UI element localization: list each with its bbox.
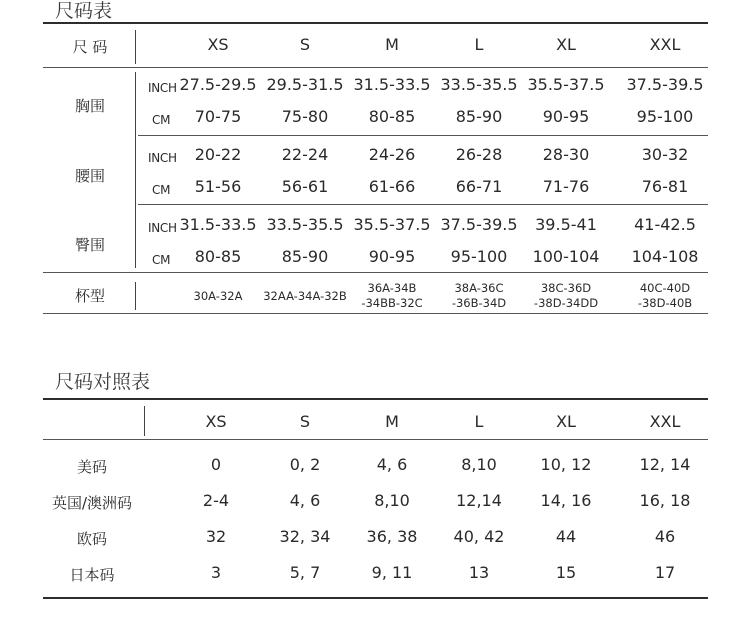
- cup-cell-line: -34BB-32C: [361, 296, 423, 310]
- conversion-cell: 12,14: [456, 491, 502, 510]
- measurement-cell: 100-104: [532, 247, 600, 266]
- measurement-cell: 31.5-33.5: [179, 215, 257, 234]
- cup-cell: [638, 281, 692, 311]
- measurement-cell: 85-90: [281, 247, 329, 266]
- conversion-cell: 17: [654, 563, 676, 582]
- measurement-cell: 35.5-37.5: [527, 75, 605, 94]
- size-col-header: XL: [556, 35, 576, 54]
- table1-top-rule: [43, 22, 708, 24]
- measurement-cell: 95-100: [450, 247, 508, 266]
- measurement-cell: 33.5-35.5: [266, 215, 344, 234]
- table2-header-divider: [144, 406, 145, 436]
- unit-label: CM: [152, 253, 171, 267]
- cup-cell-line: 36A-34B: [367, 281, 417, 295]
- measurement-cell: 71-76: [542, 177, 590, 196]
- cup-cell-line: -38D-40B: [637, 296, 693, 310]
- cup-cell: [534, 281, 598, 311]
- cup-cell-line: -38D-34DD: [533, 296, 599, 310]
- measurement-cell: 37.5-39.5: [626, 75, 704, 94]
- size-col-header: S: [299, 412, 311, 431]
- size-col-header: XS: [207, 35, 229, 54]
- table1-bottom-rule: [43, 313, 708, 314]
- size-col-header: L: [474, 412, 484, 431]
- measurement-cell: 22-24: [281, 145, 329, 164]
- measurement-cell: 85-90: [455, 107, 503, 126]
- measurement-cell: 76-81: [641, 177, 689, 196]
- conversion-cell: 8,10: [461, 455, 497, 474]
- cup-cell-line: 38C-36D: [540, 281, 592, 295]
- group-divider: [138, 135, 708, 136]
- conversion-row-label: 日本码: [69, 566, 115, 584]
- size-col-header: M: [385, 412, 399, 431]
- header-divider: [135, 30, 136, 64]
- conversion-cell: 13: [468, 563, 490, 582]
- measurement-group-label: 胸围: [74, 97, 106, 115]
- cup-cell: [194, 289, 243, 304]
- group-divider: [138, 204, 708, 205]
- measurement-cell: 27.5-29.5: [179, 75, 257, 94]
- measurement-cell: 29.5-31.5: [266, 75, 344, 94]
- body-divider: [135, 72, 136, 268]
- measurement-cell: 51-56: [194, 177, 242, 196]
- measurement-cell: 70-75: [194, 107, 242, 126]
- size-col-header: L: [474, 35, 484, 54]
- measurement-group-label: 腰围: [74, 167, 106, 185]
- conversion-cell: 32, 34: [279, 527, 331, 546]
- measurement-cell: 37.5-39.5: [440, 215, 518, 234]
- conversion-cell: 5, 7: [289, 563, 321, 582]
- cup-cell-line: 38A-36C: [454, 281, 504, 295]
- conversion-cell: 8,10: [374, 491, 410, 510]
- conversion-table-title: 尺码对照表: [55, 371, 151, 393]
- size-col-header: M: [385, 35, 399, 54]
- measurement-cell: 95-100: [636, 107, 694, 126]
- conversion-cell: 0: [210, 455, 222, 474]
- cup-label: 杯型: [74, 287, 106, 305]
- size-table-title: 尺码表: [55, 0, 113, 22]
- measurement-cell: 26-28: [455, 145, 503, 164]
- conversion-cell: 2-4: [202, 491, 230, 510]
- conversion-cell: 16, 18: [639, 491, 691, 510]
- measurement-cell: 104-108: [631, 247, 699, 266]
- conversion-cell: 46: [654, 527, 676, 546]
- conversion-cell: 4, 6: [376, 455, 408, 474]
- cup-cell-line: 30A-32A: [193, 289, 243, 303]
- measurement-cell: 75-80: [281, 107, 329, 126]
- size-col-header: XS: [205, 412, 227, 431]
- conversion-cell: 14, 16: [540, 491, 592, 510]
- table2-top-rule: [43, 398, 708, 400]
- measurement-cell: 24-26: [368, 145, 416, 164]
- cup-cell: [361, 281, 422, 311]
- size-col-header: XXL: [649, 35, 681, 54]
- measurement-cell: 80-85: [368, 107, 416, 126]
- cup-rule: [43, 272, 708, 273]
- cup-divider: [135, 282, 136, 310]
- conversion-cell: 36, 38: [366, 527, 418, 546]
- unit-label: CM: [152, 183, 171, 197]
- conversion-cell: 12, 14: [639, 455, 691, 474]
- conversion-cell: 40, 42: [453, 527, 505, 546]
- unit-label: INCH: [148, 221, 177, 235]
- measurement-cell: 31.5-33.5: [353, 75, 431, 94]
- size-col-header: XXL: [649, 412, 681, 431]
- conversion-cell: 0, 2: [289, 455, 321, 474]
- measurement-cell: 28-30: [542, 145, 590, 164]
- size-label: 尺 码: [72, 38, 108, 56]
- conversion-row-label: 英国/澳洲码: [51, 494, 133, 512]
- conversion-cell: 15: [555, 563, 577, 582]
- cup-cell: [263, 289, 347, 304]
- conversion-cell: 3: [210, 563, 222, 582]
- measurement-group-label: 臀围: [74, 236, 106, 254]
- measurement-cell: 41-42.5: [634, 215, 696, 234]
- measurement-cell: 56-61: [281, 177, 329, 196]
- cup-cell: [452, 281, 506, 311]
- measurement-cell: 30-32: [641, 145, 689, 164]
- measurement-cell: 66-71: [455, 177, 503, 196]
- cup-cell-line: -36B-34D: [451, 296, 507, 310]
- header-rule: [43, 67, 708, 68]
- conversion-cell: 32: [205, 527, 227, 546]
- cup-cell-line: 40C-40D: [639, 281, 691, 295]
- table2-header-rule: [43, 439, 708, 440]
- conversion-cell: 4, 6: [289, 491, 321, 510]
- cup-cell-line: 32AA-34A-32B: [263, 289, 347, 303]
- conversion-cell: 10, 12: [540, 455, 592, 474]
- measurement-cell: 90-95: [368, 247, 416, 266]
- size-col-header: XL: [556, 412, 576, 431]
- measurement-cell: 90-95: [542, 107, 590, 126]
- measurement-cell: 39.5-41: [535, 215, 597, 234]
- measurement-cell: 80-85: [194, 247, 242, 266]
- conversion-row-label: 欧码: [76, 530, 108, 548]
- table2-bottom-rule: [43, 597, 708, 599]
- conversion-row-label: 美码: [76, 458, 108, 476]
- size-col-header: S: [299, 35, 311, 54]
- conversion-cell: 9, 11: [371, 563, 413, 582]
- conversion-cell: 44: [555, 527, 577, 546]
- unit-label: INCH: [148, 151, 177, 165]
- measurement-cell: 61-66: [368, 177, 416, 196]
- measurement-cell: 35.5-37.5: [353, 215, 431, 234]
- unit-label: INCH: [148, 81, 177, 95]
- unit-label: CM: [152, 113, 171, 127]
- measurement-cell: 33.5-35.5: [440, 75, 518, 94]
- measurement-cell: 20-22: [194, 145, 242, 164]
